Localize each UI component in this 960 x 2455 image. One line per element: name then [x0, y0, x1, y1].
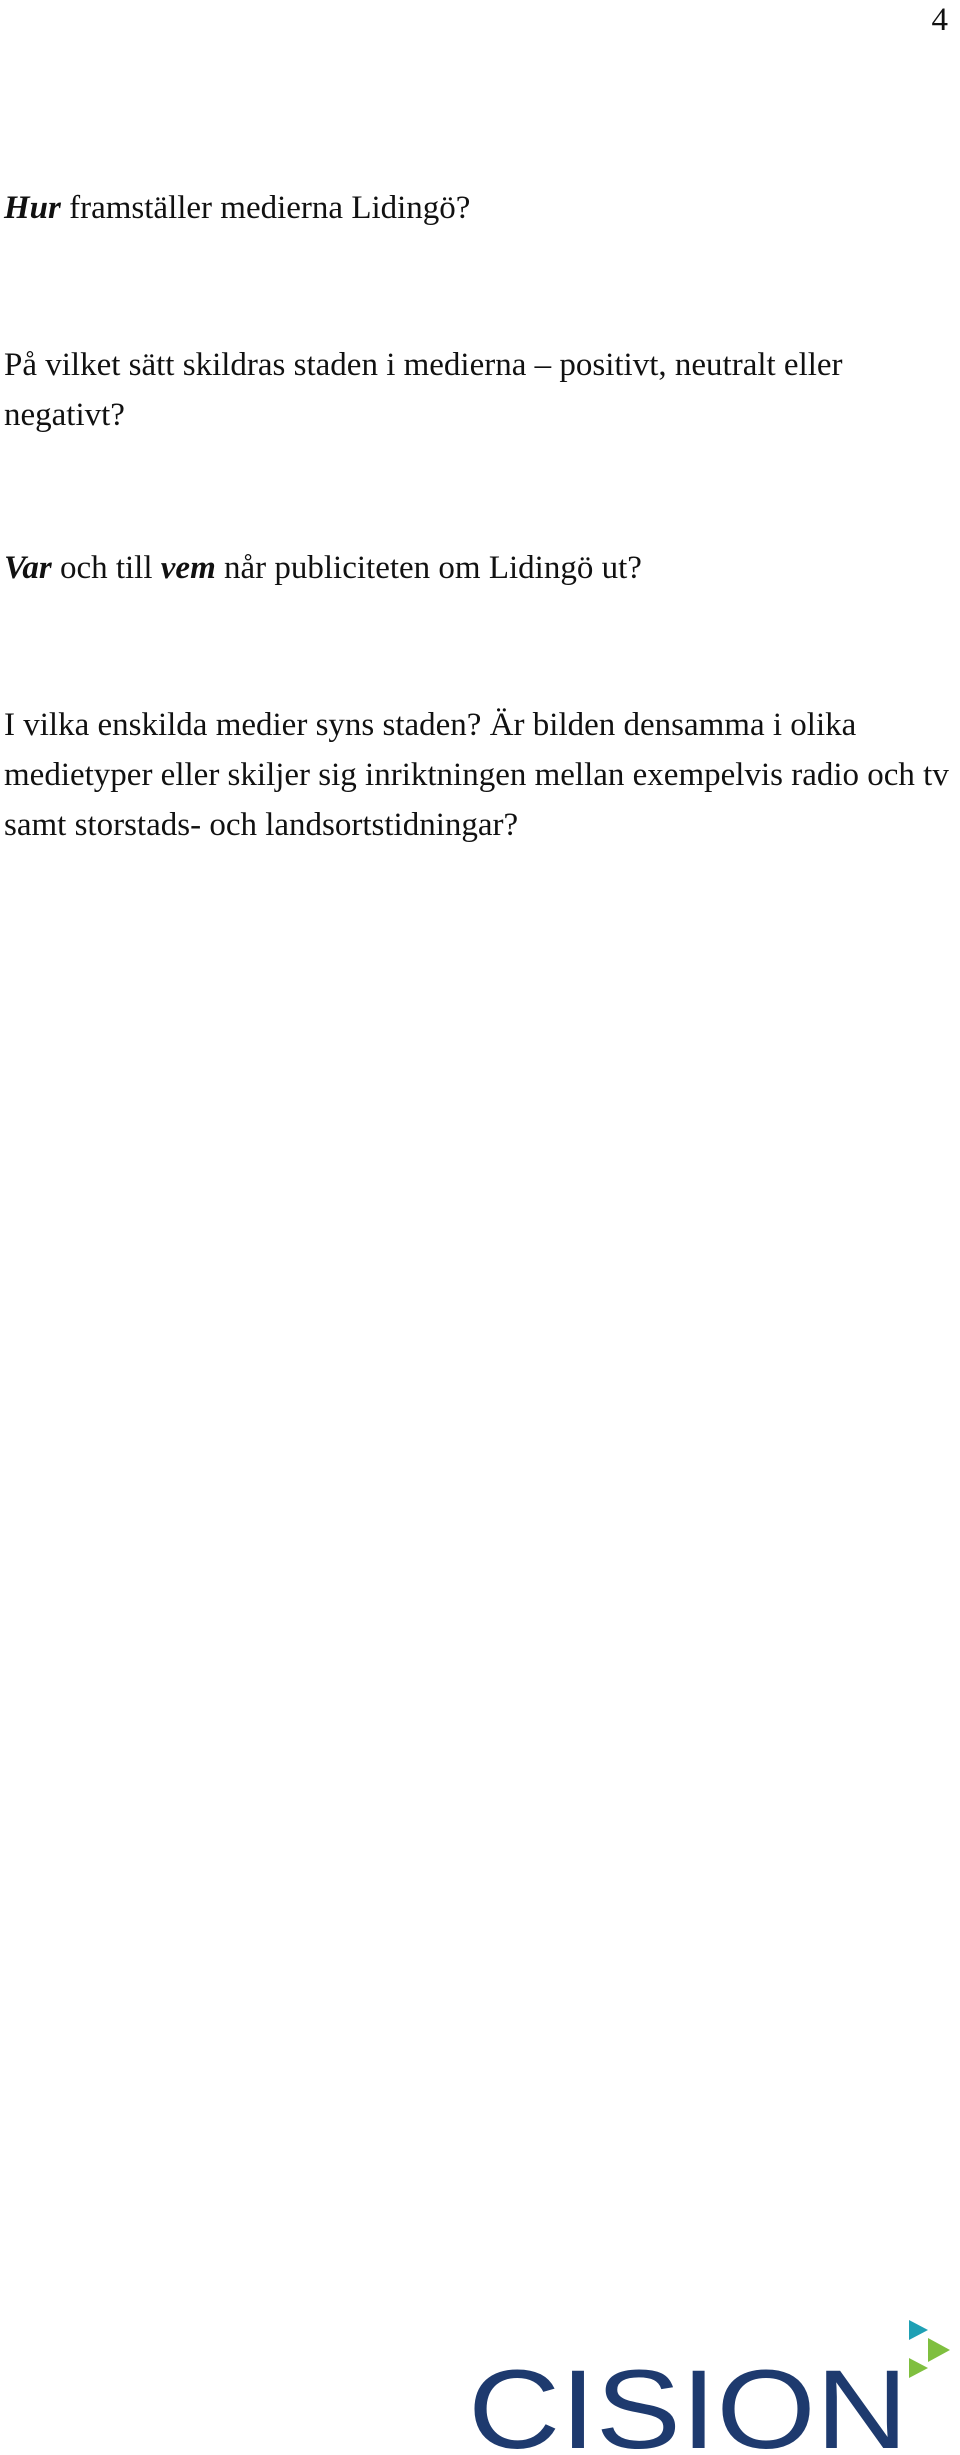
question-where-who-text: når publiciteten om Lidingö ut? — [215, 550, 642, 586]
cision-logo — [466, 2320, 960, 2455]
question-tone: På vilket sätt skildras staden i medierna – positivt, neutralt eller negativt? — [4, 347, 843, 433]
question-where-mid: och till — [51, 550, 161, 586]
question-where-lead: Var — [4, 550, 52, 586]
question-who-lead: vem — [160, 550, 216, 586]
page-number: 4 — [931, 2, 948, 38]
question-how — [4, 183, 954, 233]
question-where-who — [4, 543, 954, 593]
logo-wordmark: CISION — [468, 2347, 908, 2455]
question-how-lead: Hur — [4, 190, 61, 226]
logo-arrows-icon — [909, 2320, 950, 2378]
question-media: I vilka enskilda medier syns staden? Är bilden densamma i olika medietyper eller skiljer sig inriktningen mellan exempelvis radio och tv samt storstads- och landsortstidningar? — [4, 707, 949, 843]
question-how-text: framställer medierna Lidingö? — [60, 190, 471, 226]
